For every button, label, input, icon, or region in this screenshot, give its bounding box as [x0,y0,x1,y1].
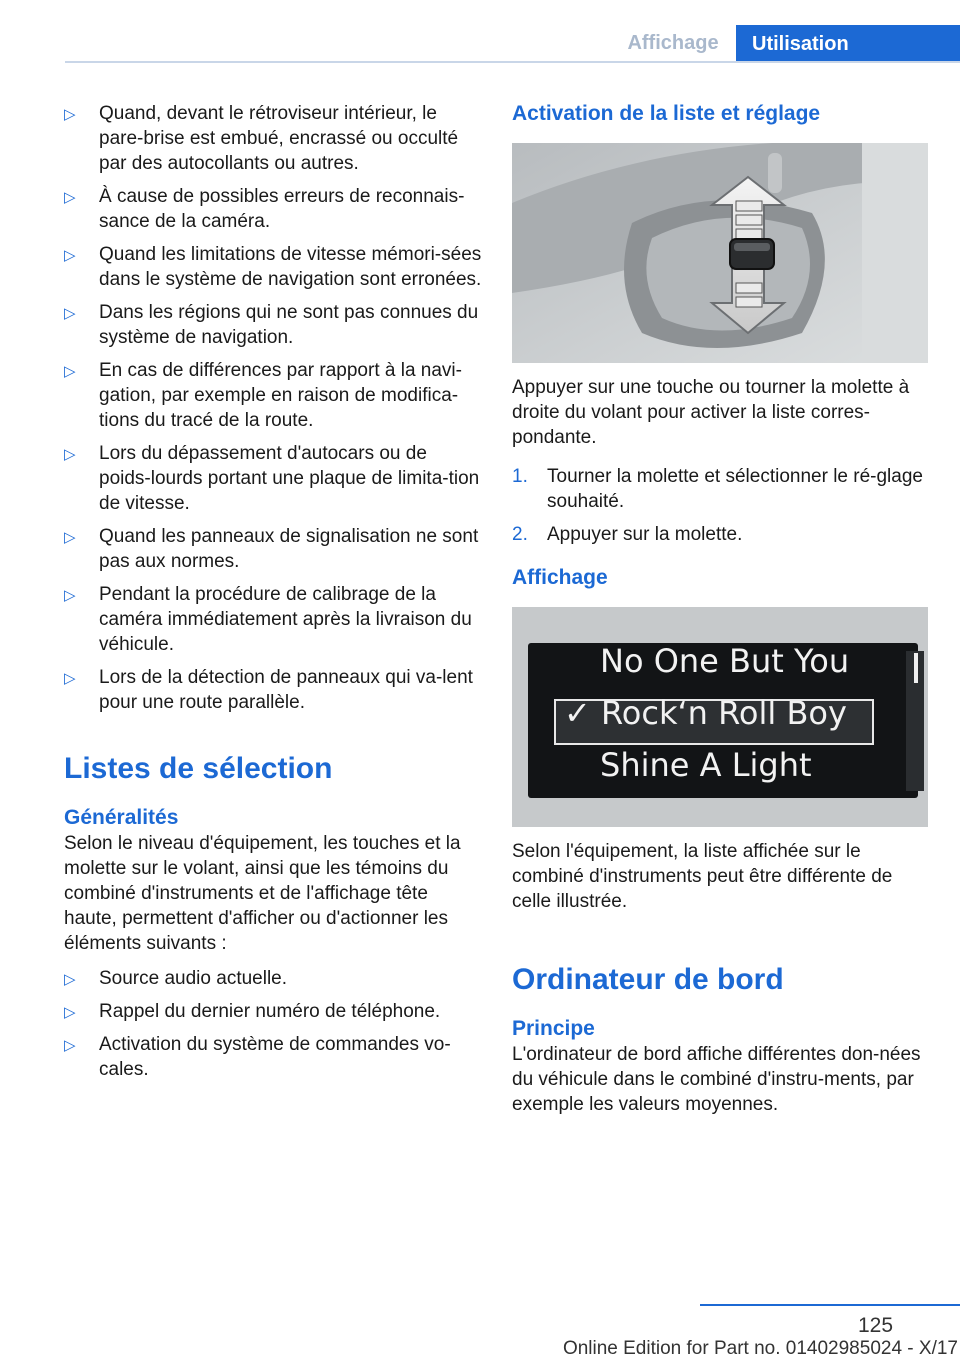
instrument-list-illustration [512,607,928,827]
triangle-bullet-icon: ▷ [64,189,76,206]
list-item: ▷ Lors de la détection de panneaux qui va-lent pour une route parallèle. [64,667,473,713]
list-item: ▷ Quand, devant le rétroviseur intérieur, le pare-brise est embué, encrassé ou occulté par des autocollants ou autres. [64,103,459,174]
edition-note: Online Edition for Part no. 01402985024 - X/17 [562,1338,958,1359]
list-item: ▷ Rappel du dernier numéro de téléphone. [64,999,482,1024]
triangle-bullet-icon: ▷ [64,305,76,322]
header-tab-chapter: Utilisation [736,25,960,63]
header-divider [65,61,960,63]
list-item: ▷ À cause de possibles erreurs de reconnais-sance de la caméra. [64,186,465,232]
screen-list-item: No One But You [600,642,850,680]
footer-divider [700,1304,960,1306]
principle-paragraph: L'ordinateur de bord affiche différentes don-nées du véhicule dans le combiné d'instru-ments, par exemple les valeurs moyennes. [512,1044,921,1115]
triangle-bullet-icon: ▷ [64,670,76,687]
triangle-bullet-icon: ▷ [64,363,76,380]
triangle-bullet-icon: ▷ [64,1004,76,1021]
list-item: ▷ Dans les régions qui ne sont pas connues du système de navigation. [64,302,479,348]
instrument-screen [528,643,918,798]
triangle-bullet-icon: ▷ [64,106,76,123]
display-paragraph: Selon l'équipement, la liste affichée sur le combiné d'instruments peut être différente de celle illustrée. [512,841,893,912]
triangle-bullet-icon: ▷ [64,529,76,546]
subsection-title-activation: Activation de la liste et réglage [512,102,821,125]
steering-wheel-illustration [512,143,928,363]
list-item: ▷ Source audio actuelle. [64,966,482,991]
section-title-onboard-computer: Ordinateur de bord [512,963,784,996]
header-tab-section: Affichage [627,32,719,54]
screen-list-item: Shine A Light [600,746,812,784]
triangle-bullet-icon: ▷ [64,247,76,264]
list-item: ▷ Activation du système de commandes vo-cales. [64,1034,451,1080]
steering-wheel-svg [512,143,928,363]
condition-list [64,101,482,715]
steps-list [512,464,932,547]
triangle-bullet-icon: ▷ [64,587,76,604]
list-item: 1. Tourner la molette et sélectionner le ré-glage souhaité. [512,466,923,512]
triangle-bullet-icon: ▷ [64,1037,76,1054]
list-item: ▷ Quand les limitations de vitesse mémori-sées dans le système de navigation sont erronées. [64,244,482,290]
subsection-title-principle: Principe [512,1017,595,1040]
list-item: ▷ En cas de différences par rapport à la navi-gation, par exemple en raison de modifica-tions du tracé de la route. [64,360,462,431]
activation-paragraph: Appuyer sur une touche ou tourner la molette à droite du volant pour activer la liste corres-pondante. [512,377,910,448]
intro-paragraph: Selon le niveau d'équipement, les touches et la molette sur le volant, ainsi que les témoins du combiné d'instruments et de l'affichage tête haute, permettent d'afficher ou d'actionner les éléments suivants : [64,833,461,954]
screen-list-item-selected: ✓ Rock‘n Roll Boy [564,694,847,732]
triangle-bullet-icon: ▷ [64,446,76,463]
left-column [64,101,482,1090]
scrollbar-thumb [914,653,918,683]
list-item: ▷ Lors du dépassement d'autocars ou de poids-lourds portant une plaque de limita-tion de vitesse. [64,443,480,514]
subsection-title-display: Affichage [512,566,608,589]
list-item: ▷ Quand les panneaux de signalisation ne sont pas aux normes. [64,526,479,572]
page-number: 125 [858,1314,894,1337]
element-list [64,966,482,1082]
section-title-selection-lists: Listes de sélection [64,752,333,785]
triangle-bullet-icon: ▷ [64,971,76,988]
list-item: 2. Appuyer sur la molette. [512,524,743,545]
right-column [512,101,932,1117]
list-item: ▷ Pendant la procédure de calibrage de la caméra immédiatement après la livraison du véhicule. [64,584,472,655]
subsection-title-general: Généralités [64,806,179,829]
